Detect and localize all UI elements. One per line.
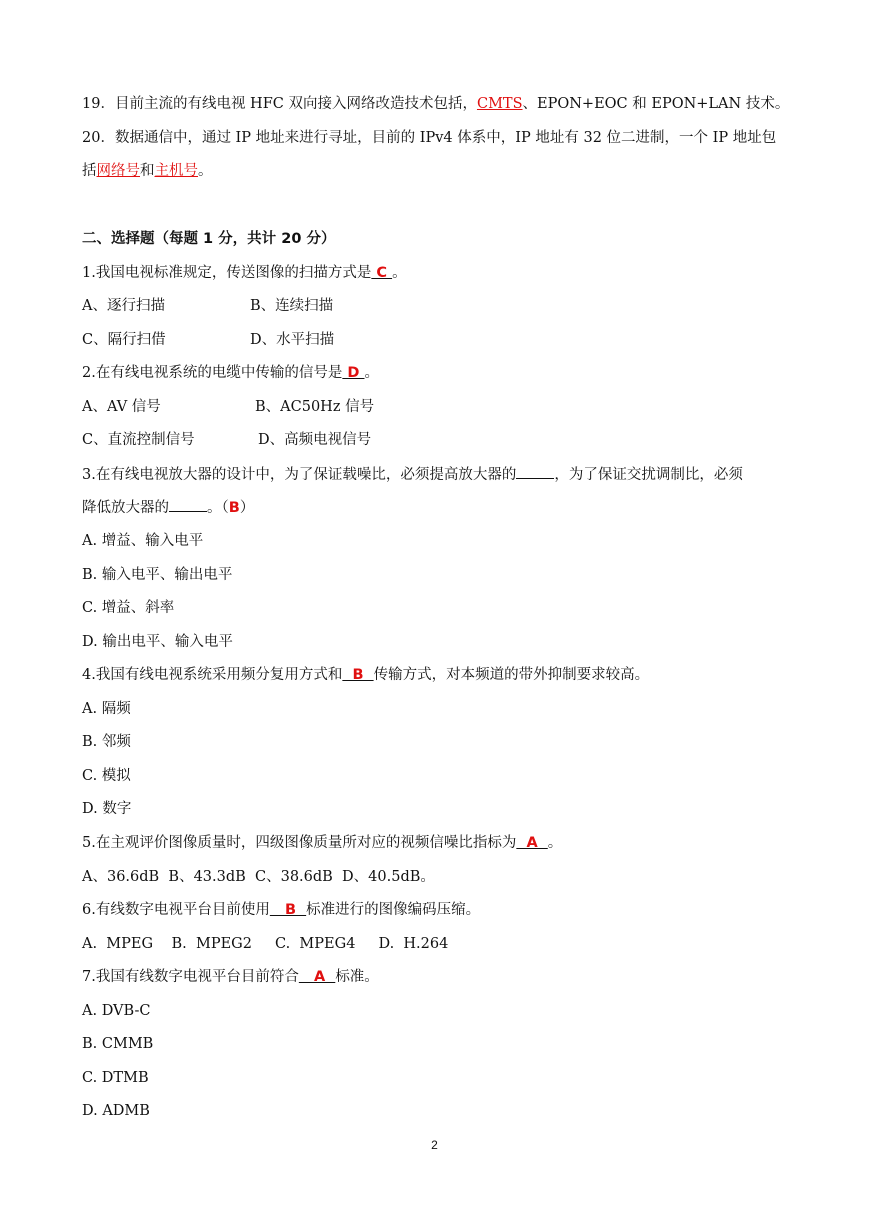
q7-option-c: C. DTMB [82,1070,149,1086]
q1-option-d: D、水平扫描 [250,332,335,348]
q2-option-c: C、直流控制信号 [82,432,195,448]
q3-stem-2-after: 。（ [207,500,229,516]
q3-option-c: C. 增益、斜率 [82,600,175,616]
q4-answer: B [342,667,374,683]
q2-option-d: D、高频电视信号 [258,432,372,448]
q5-stem-after: 。 [547,835,563,851]
q2-stem: 2.在有线电视系统的电缆中传输的信号是 [82,365,343,381]
q1-answer: C [371,265,393,281]
q3-blank-1 [516,464,554,479]
question-20-line1 [82,128,776,148]
q3-option-b: B. 输入电平、输出电平 [82,567,233,583]
q3-stem-1-after: ，为了保证交扰调制比，必须 [554,467,743,483]
q19-answer: CMTS [476,96,523,112]
q4-stem: 4.我国有线电视系统采用频分复用方式和 [82,667,343,683]
q1-option-b: B、连续扫描 [250,298,334,314]
q2-options-row1 [82,397,374,417]
q20-suffix: 。 [198,163,213,179]
q6-options: A. MPEG B. MPEG2 C. MPEG4 D. H.264 [82,936,449,952]
q2-answer: D [342,365,365,381]
section-heading: 二、选择题（每题 1 分，共计 20 分） [82,231,336,247]
question-6 [82,900,480,920]
page-number: 2 [431,1138,438,1152]
q20-answer-1: 网络号 [96,163,140,179]
q3-stem-1: 3.在有线电视放大器的设计中，为了保证载噪比，必须提高放大器的 [82,467,517,483]
question-3-line2 [82,497,254,518]
q6-stem-after: 标准进行的图像编码压缩。 [306,902,481,918]
q20-text: 20．数据通信中，通过 IP 地址来进行寻址，目前的 IPv4 体系中，IP 地址有 32 位二进制，一个 IP 地址包 [82,130,777,146]
q3-stem-2-end: ） [239,500,255,516]
q20-mid: 和 [140,163,155,179]
question-2 [82,363,379,383]
q1-stem-after: 。 [392,265,407,281]
q5-answer: A [516,835,548,851]
question-5 [82,833,562,853]
q1-stem: 1.我国电视标准规定，传送图像的扫描方式是 [82,265,372,281]
q1-option-a: A、逐行扫描 [82,298,165,314]
q20-prefix: 括 [82,163,97,179]
q4-stem-after: 传输方式，对本频道的带外抑制要求较高。 [373,667,650,683]
q19-text-before: 19．目前主流的有线电视 HFC 双向接入网络改造技术包括， [82,96,477,112]
q4-option-c: C. 模拟 [82,768,131,784]
q7-option-b: B. CMMB [82,1036,154,1052]
q4-option-b: B. 邻频 [82,734,131,750]
q7-option-d: D. ADMB [82,1103,150,1119]
q6-stem: 6.有线数字电视平台目前使用 [82,902,270,918]
q3-blank-2 [169,497,207,512]
q3-answer: B [228,500,240,516]
q1-option-c: C、隔行扫借 [82,332,166,348]
question-3-line1 [82,464,743,485]
q5-options: A、36.6dB B、43.3dB C、38.6dB D、40.5dB。 [82,869,435,885]
question-7 [82,967,379,987]
q2-stem-after: 。 [364,365,379,381]
q3-option-d: D. 输出电平、输入电平 [82,634,233,650]
q20-answer-2: 主机号 [154,163,198,179]
q6-answer: B [269,902,307,918]
q7-answer: A [298,969,336,985]
question-1 [82,263,407,283]
q2-options-row2 [82,430,371,450]
q3-stem-2: 降低放大器的 [82,500,169,516]
q2-option-a: A、AV 信号 [82,399,161,415]
q7-stem: 7.我国有线数字电视平台目前符合 [82,969,299,985]
q19-text-after: 、EPON+EOC 和 EPON+LAN 技术。 [522,96,790,112]
question-19 [82,94,789,114]
q7-stem-after: 标准。 [335,969,379,985]
q3-option-a: A. 增益、输入电平 [82,533,204,549]
q4-option-d: D. 数字 [82,801,132,817]
q1-options-row1 [82,296,333,316]
q4-option-a: A. 隔频 [82,701,131,717]
question-4 [82,665,649,685]
q1-options-row2 [82,330,334,350]
q2-option-b: B、AC50Hz 信号 [255,399,375,415]
q7-option-a: A. DVB-C [82,1003,151,1019]
question-20-line2 [82,161,213,181]
q5-stem: 5.在主观评价图像质量时，四级图像质量所对应的视频信噪比指标为 [82,835,517,851]
